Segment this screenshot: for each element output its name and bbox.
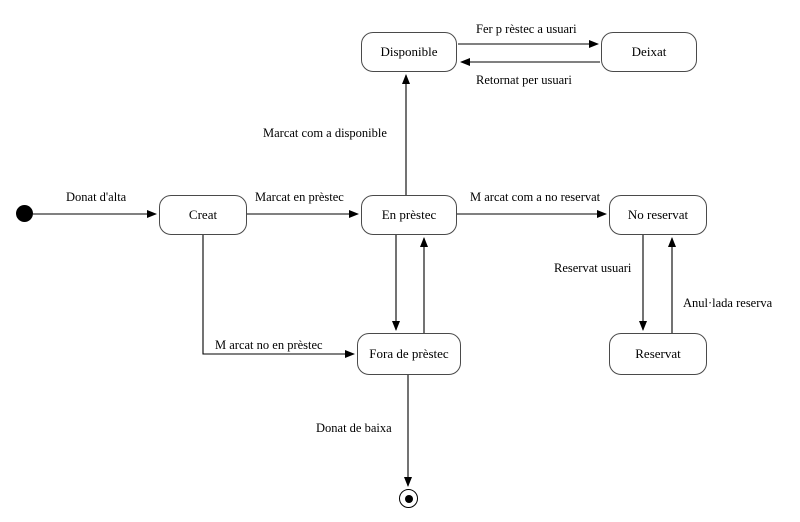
state-creat[interactable] xyxy=(159,195,247,235)
state-label: Deixat xyxy=(631,44,667,59)
state-label: Fora de prèstec xyxy=(369,346,449,361)
edge-label-marcat-com-a-disponible: Marcat com a disponible xyxy=(263,126,387,140)
state-fora-de-prestec[interactable] xyxy=(357,333,461,375)
edge-label-anullada-reserva: Anul·lada reserva xyxy=(683,296,773,310)
state-label: Creat xyxy=(188,207,218,222)
state-no-reservat[interactable] xyxy=(609,195,707,235)
edge-label-fer-prestec-a-usuari: Fer p rèstec a usuari xyxy=(476,22,577,36)
state-en-prestec[interactable] xyxy=(361,195,457,235)
edge-label-marcat-en-prestec: Marcat en prèstec xyxy=(255,190,344,204)
edge-label-donat-de-baixa: Donat de baixa xyxy=(316,421,392,435)
state-label: No reservat xyxy=(627,207,689,222)
edge-label-reservat-usuari: Reservat usuari xyxy=(554,261,632,275)
edge-label-marcat-com-a-no-reservat: M arcat com a no reservat xyxy=(470,190,601,204)
edge-creat-to-fora-de-prestec xyxy=(203,235,354,354)
final-state-node xyxy=(399,489,418,508)
state-label: En prèstec xyxy=(381,207,437,222)
state-disponible[interactable] xyxy=(361,32,457,72)
edge-label-retornat-per-usuari: Retornat per usuari xyxy=(476,73,572,87)
edge-label-donat-dalta: Donat d'alta xyxy=(66,190,127,204)
state-deixat[interactable] xyxy=(601,32,697,72)
state-label: Disponible xyxy=(380,44,438,59)
state-label: Reservat xyxy=(635,346,681,361)
initial-state-node xyxy=(16,205,33,222)
state-reservat[interactable] xyxy=(609,333,707,375)
edge-label-marcat-no-en-prestec: M arcat no en prèstec xyxy=(215,338,323,352)
